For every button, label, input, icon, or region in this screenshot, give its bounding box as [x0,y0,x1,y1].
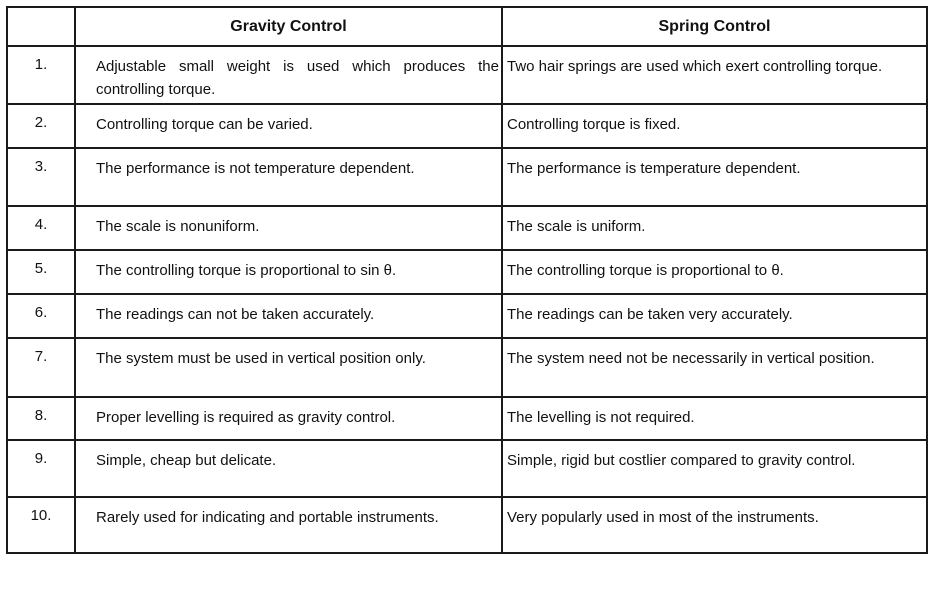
spring-cell: Controlling torque is fixed. [502,104,927,148]
row-number: 1. [7,46,75,104]
gravity-cell: Rarely used for indicating and portable instruments. [75,497,502,553]
gravity-cell: Proper levelling is required as gravity control. [75,397,502,440]
header-gravity-control: Gravity Control [75,7,502,46]
row-number: 3. [7,148,75,206]
gravity-cell: The scale is nonuniform. [75,206,502,250]
table-row [7,497,927,553]
gravity-cell: The system must be used in vertical position only. [75,338,502,397]
gravity-cell: The controlling torque is proportional to sin θ. [75,250,502,294]
table-row [7,104,927,148]
gravity-cell: Adjustable small weight is used which produces the controlling torque. [75,46,502,104]
gravity-cell: The readings can not be taken accurately. [75,294,502,338]
spring-cell: Very popularly used in most of the instruments. [502,497,927,553]
row-number: 4. [7,206,75,250]
spring-cell: The performance is temperature dependent. [502,148,927,206]
comparison-table [6,6,928,554]
row-number: 2. [7,104,75,148]
gravity-cell: Controlling torque can be varied. [75,104,502,148]
spring-cell: Two hair springs are used which exert controlling torque. [502,46,927,104]
header-row [7,7,927,46]
spring-cell: The levelling is not required. [502,397,927,440]
spring-cell: The controlling torque is proportional to θ. [502,250,927,294]
row-number: 7. [7,338,75,397]
row-number: 6. [7,294,75,338]
table-row [7,397,927,440]
table-row [7,148,927,206]
spring-cell: The readings can be taken very accurately. [502,294,927,338]
comparison-table-container [6,6,926,554]
row-number: 10. [7,497,75,553]
row-number: 8. [7,397,75,440]
table-row [7,46,927,104]
gravity-cell: Simple, cheap but delicate. [75,440,502,497]
table-row [7,294,927,338]
spring-cell: Simple, rigid but costlier compared to gravity control. [502,440,927,497]
spring-cell: The scale is uniform. [502,206,927,250]
table-row [7,440,927,497]
row-number: 5. [7,250,75,294]
spring-cell: The system need not be necessarily in vertical position. [502,338,927,397]
header-number [7,7,75,46]
table-row [7,250,927,294]
header-spring-control: Spring Control [502,7,927,46]
table-row [7,338,927,397]
gravity-cell: The performance is not temperature dependent. [75,148,502,206]
row-number: 9. [7,440,75,497]
table-row [7,206,927,250]
